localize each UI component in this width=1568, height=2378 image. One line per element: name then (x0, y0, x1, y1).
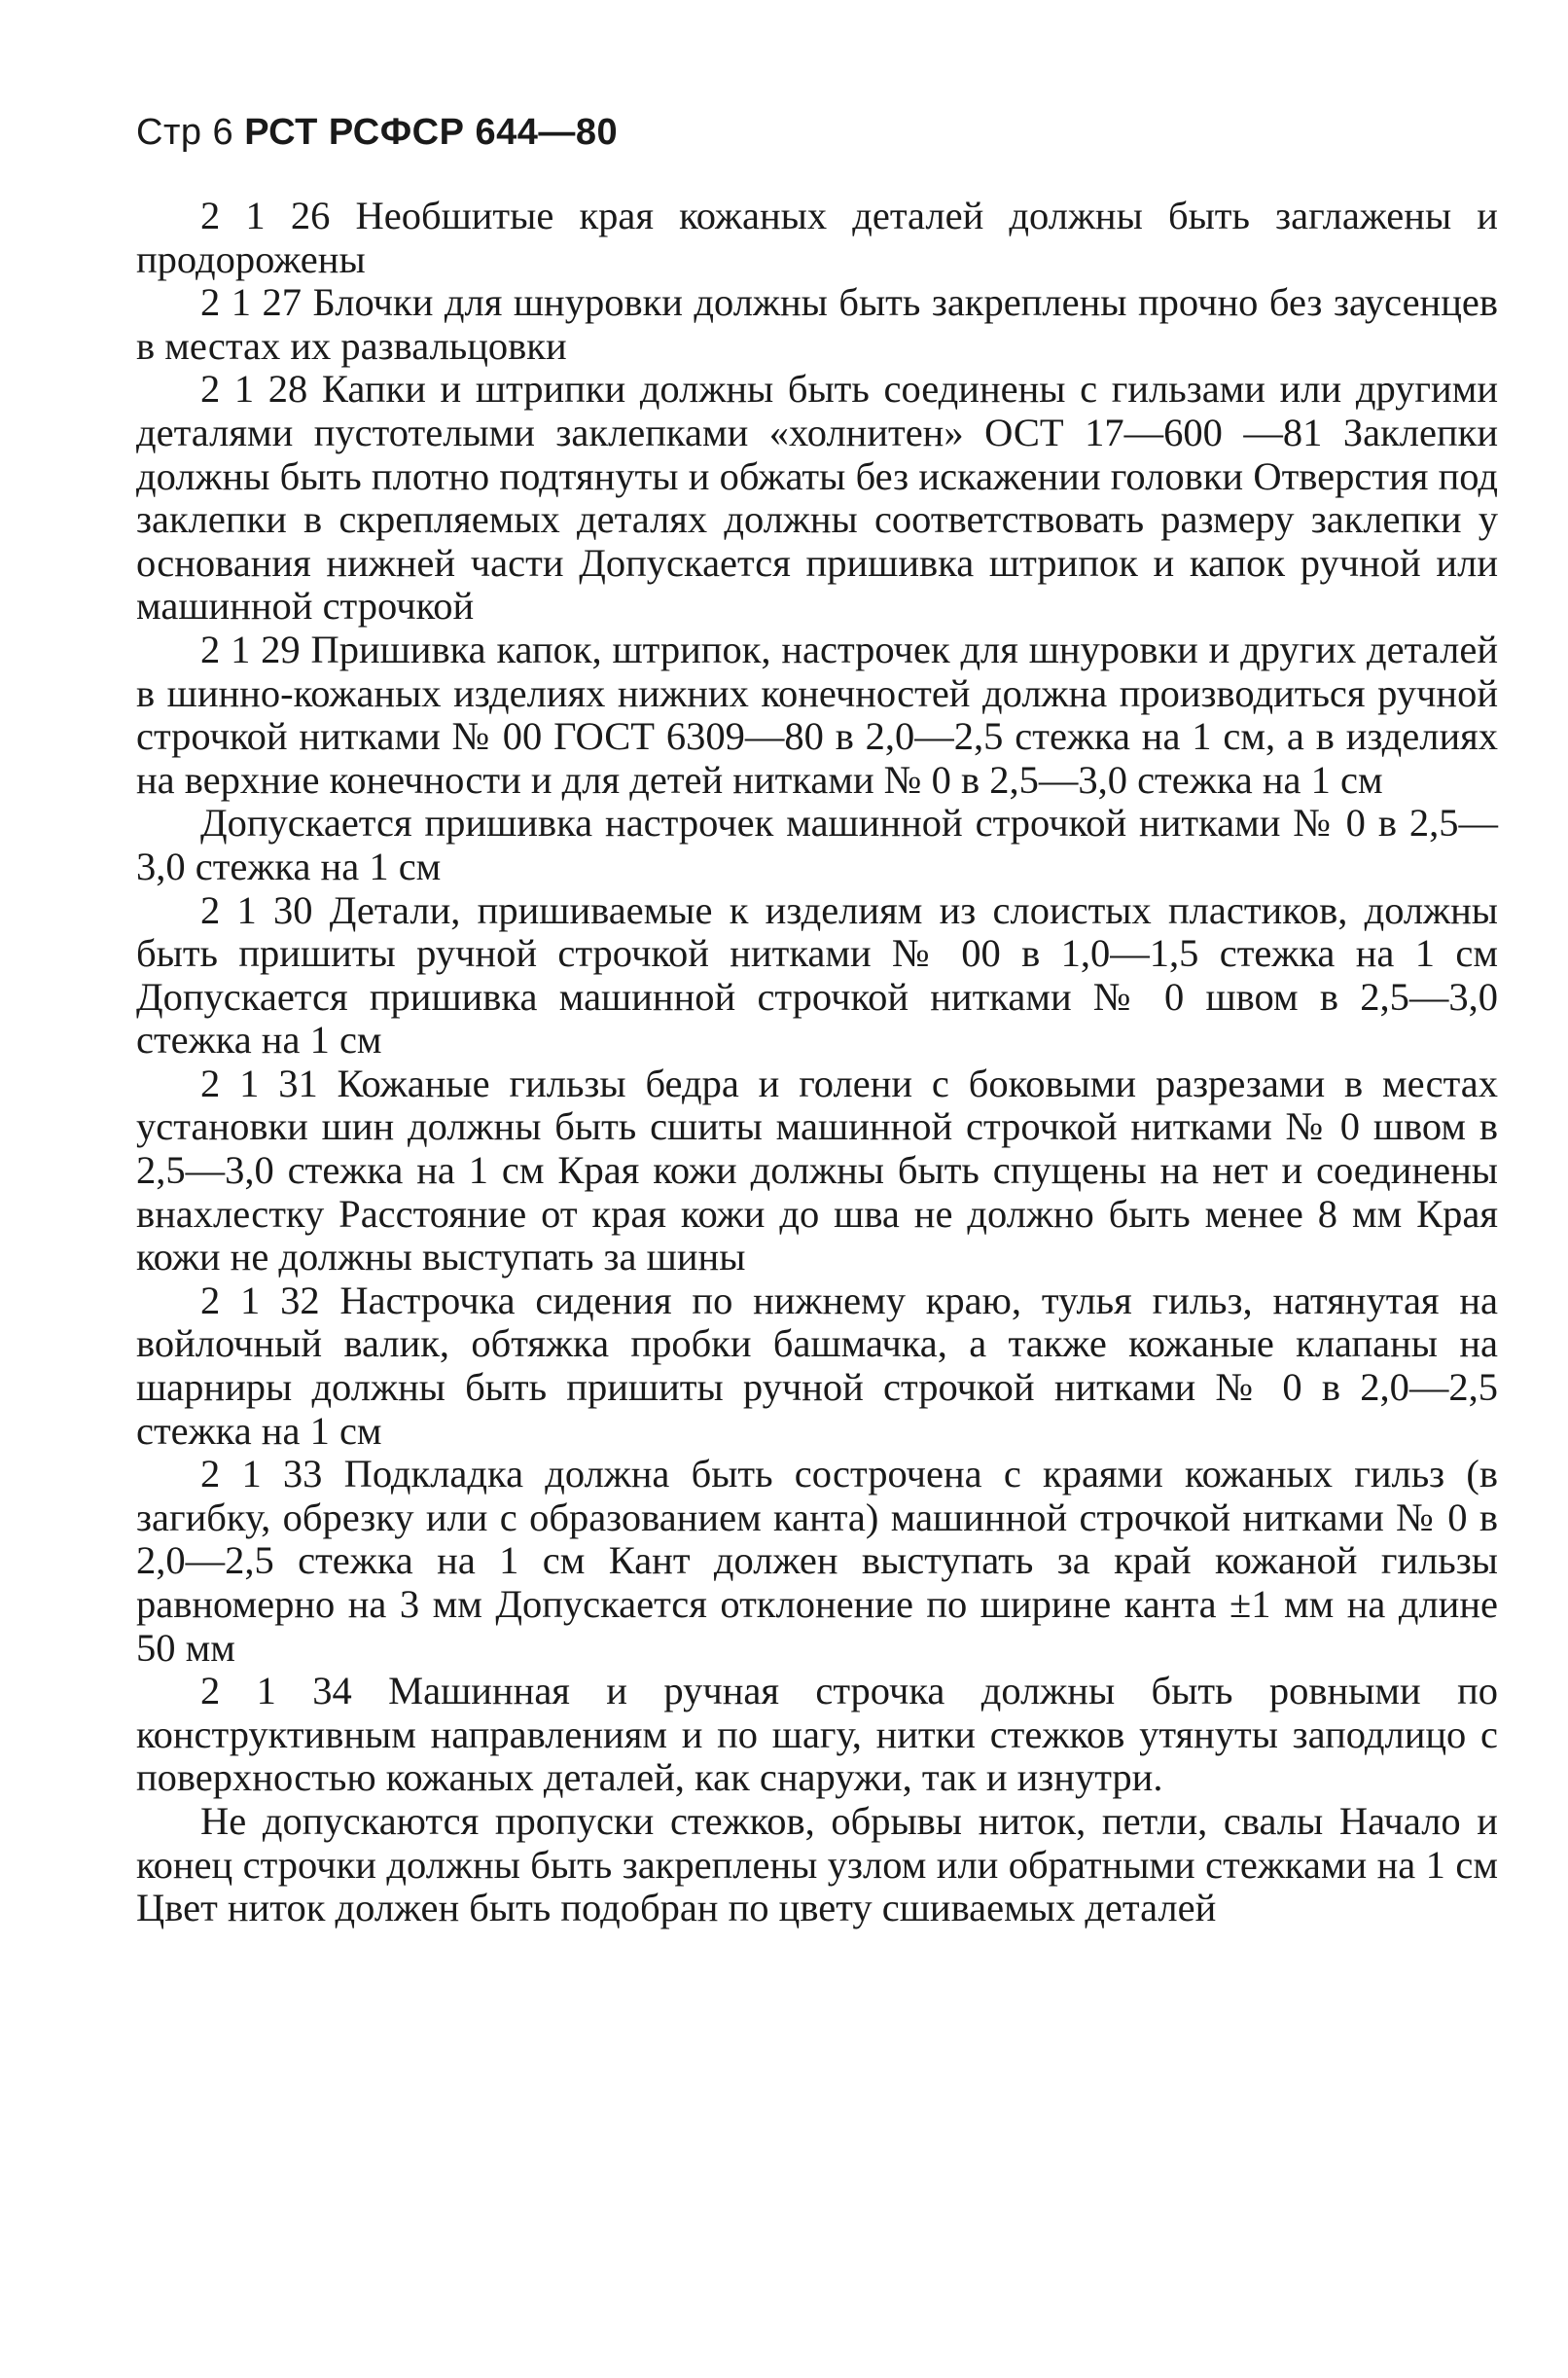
paragraph-2-1-33: 2 1 33 Подкладка должна быть сострочена с краями кожаных гильз (в загибку, обрезку или с образованием канта) машинной строчкой нитками № 0 в 2,0—2,5 стежка на 1 см Кант должен выступать за край кожаной гильзы равномерно на 3 мм Допускается отклонение по ширине канта ±1 мм на длине 50 мм (136, 1452, 1498, 1670)
document-body (136, 195, 1498, 1930)
document-page (136, 109, 1498, 1930)
page-number: Стр 6 (136, 112, 234, 153)
paragraph-2-1-29: 2 1 29 Пришивка капок, штрипок, настрочек для шнуровки и других деталей в шинно-кожаных изделиях нижних конечностей должна производиться ручной строчкой нитками № 00 ГОСТ 6309—80 в 2,0—2,5 стежка на 1 см, а в изделиях на верхние конечности и для детей нитками № 0 в 2,5—3,0 стежка на 1 см (136, 627, 1498, 802)
paragraph-2-1-34: 2 1 34 Машинная и ручная строчка должны быть ровными по конструктивным направлениям и по шагу, нитки стежков утянуты заподлицо с поверхностью кожаных деталей, как снаружи, так и изнутри. (136, 1669, 1498, 1800)
page-header (136, 109, 1498, 156)
paragraph-2-1-30: 2 1 30 Детали, пришиваемые к изделиям из слоистых пластиков, должны быть пришиты ручной строчкой нитками № 00 в 1,0—1,5 стежка на 1 см Допускается пришивка машинной строчкой нитками № 0 швом в 2,5—3,0 стежка на 1 см (136, 887, 1498, 1063)
paragraph-2-1-29-allowance: Допускается пришивка настрочек машинной строчкой нитками № 0 в 2,5—3,0 стежка на 1 см (136, 801, 1498, 888)
paragraph-2-1-28: 2 1 28 Капки и штрипки должны быть соединены с гильзами или другими деталями пустотелыми заклепками «холнитен» ОСТ 17—600 —81 Заклепки должны быть плотно подтянуты и обжаты без искажении головки Отверстия под заклепки в скрепляемых деталях должны соответствовать размеру заклепки у основания нижней части Допускается пришивка штрипок и капок ручной или машинной строчкой (136, 367, 1498, 629)
paragraph-2-1-27: 2 1 27 Блочки для шнуровки должны быть закреплены прочно без заусенцев в местах их развальцовки (136, 280, 1498, 368)
paragraph-2-1-34-prohibitions: Не допускаются пропуски стежков, обрывы ниток, петли, свалы Начало и конец строчки должны быть закреплены узлом или обратными стежками на 1 см Цвет ниток должен быть подобран по цвету сшиваемых деталей (136, 1798, 1498, 1930)
standard-designation: РСТ РСФСР 644—80 (244, 112, 619, 153)
paragraph-2-1-26: 2 1 26 Необшитые края кожаных деталей должны быть заглажены и продорожены (136, 194, 1498, 281)
paragraph-2-1-31: 2 1 31 Кожаные гильзы бедра и голени с боковыми разрезами в местах установки шин должны быть сшиты машинной строчкой нитками № 0 швом в 2,5—3,0 стежка на 1 см Края кожи должны быть спущены на нет и соединены внахлестку Расстояние от края кожи до шва не должно быть менее 8 мм Края кожи не должны выступать за шины (136, 1061, 1498, 1279)
paragraph-2-1-32: 2 1 32 Настрочка сидения по нижнему краю, тулья гильз, натянутая на войлочный валик, обтяжка пробки башмачка, а также кожаные клапаны на шарниры должны быть пришиты ручной строчкой нитками № 0 в 2,0—2,5 стежка на 1 см (136, 1278, 1498, 1453)
